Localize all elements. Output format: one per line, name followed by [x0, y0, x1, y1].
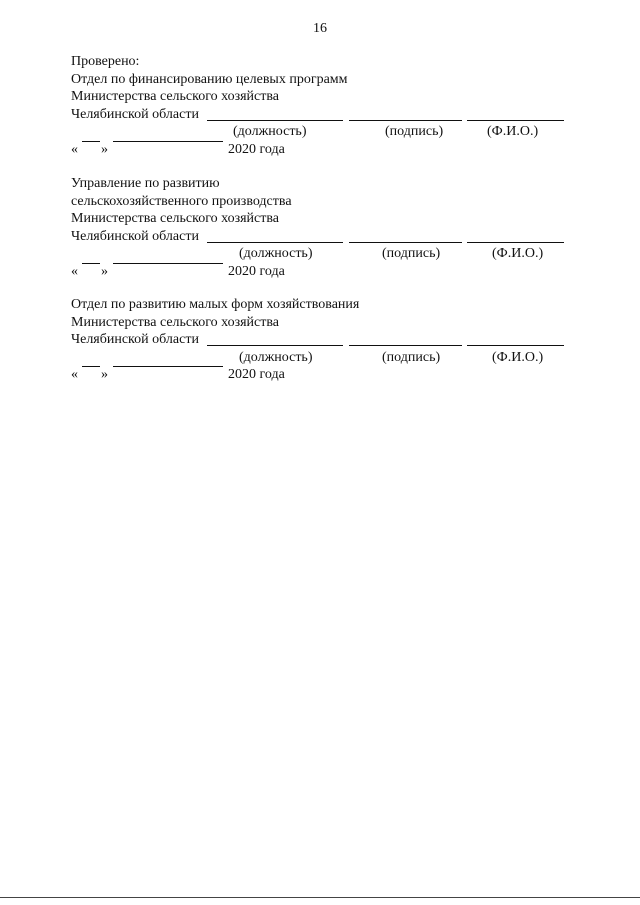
department-line: Министерства сельского хозяйства — [71, 314, 280, 330]
quote-close: » — [101, 367, 108, 382]
department-line: Министерства сельского хозяйства — [71, 89, 280, 104]
caption-row — [71, 123, 571, 141]
department-line: Челябинской области — [71, 332, 199, 347]
signature-row — [71, 228, 571, 246]
full-name-caption: (Ф.И.О.) — [492, 246, 544, 261]
position-field[interactable] — [207, 345, 343, 346]
position-caption: (должность) — [233, 124, 307, 139]
full-name-field[interactable] — [467, 242, 564, 243]
quote-close: » — [101, 263, 108, 279]
department-line: Отдел по финансированию целевых программ — [71, 71, 348, 87]
department-line: сельскохозяйственного производства — [71, 193, 292, 209]
approval-block-1 — [71, 53, 571, 158]
caption-row — [71, 245, 571, 263]
quote-open: « — [71, 263, 78, 279]
approval-block-2 — [71, 175, 571, 280]
signature-field[interactable] — [349, 242, 462, 243]
signature-field[interactable] — [349, 345, 462, 346]
signature-field[interactable] — [349, 120, 462, 121]
signature-caption: (подпись) — [382, 246, 441, 261]
date-year: 2020 года — [228, 141, 285, 157]
department-line: Управление по развитию — [71, 176, 220, 191]
signature-caption: (подпись) — [385, 124, 444, 139]
position-caption: (должность) — [239, 349, 313, 365]
signature-row — [71, 331, 571, 349]
date-year: 2020 года — [228, 263, 285, 279]
full-name-caption: (Ф.И.О.) — [487, 124, 539, 139]
date-row — [71, 366, 571, 384]
footer-rule — [0, 897, 640, 898]
department-line: Министерства сельского хозяйства — [71, 211, 280, 226]
full-name-field[interactable] — [467, 120, 564, 121]
position-field[interactable] — [207, 242, 343, 243]
full-name-field[interactable] — [467, 345, 564, 346]
full-name-caption: (Ф.И.О.) — [492, 349, 544, 365]
position-field[interactable] — [207, 120, 343, 121]
quote-close: » — [101, 141, 108, 157]
page-number: 16 — [313, 21, 327, 36]
signature-row — [71, 106, 571, 124]
date-row — [71, 141, 571, 159]
department-line: Челябинской области — [71, 106, 199, 122]
signature-caption: (подпись) — [382, 349, 441, 365]
position-caption: (должность) — [239, 246, 313, 261]
date-row — [71, 263, 571, 281]
department-line: Челябинской области — [71, 228, 199, 244]
department-line: Отдел по развитию малых форм хозяйствования — [71, 297, 360, 312]
month-field[interactable] — [113, 366, 223, 367]
approval-block-3 — [71, 296, 571, 384]
quote-open: « — [71, 141, 78, 157]
verified-label: Проверено: — [71, 54, 140, 69]
caption-row — [71, 349, 571, 367]
month-field[interactable] — [113, 263, 223, 264]
date-year: 2020 года — [228, 367, 285, 382]
day-field[interactable] — [82, 141, 100, 142]
day-field[interactable] — [82, 366, 100, 367]
day-field[interactable] — [82, 263, 100, 264]
month-field[interactable] — [113, 141, 223, 142]
quote-open: « — [71, 367, 78, 382]
